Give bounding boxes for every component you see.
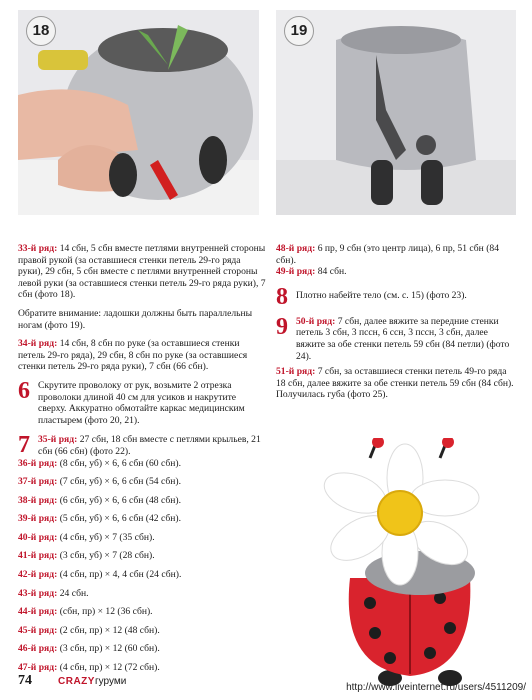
row-label: 44-й ряд: [18, 606, 58, 618]
row-text: (3 сбн, пр) × 12 (60 сбн). [57, 643, 160, 655]
magazine-rest: гуруми [94, 676, 127, 687]
final-line: Получилась губа (фото 25). [276, 389, 388, 401]
page-number: 74 [18, 673, 32, 688]
row-label: 40-й ряд: [18, 531, 58, 543]
row-line [18, 495, 266, 507]
row-text: (7 сбн, уб) × 6, 6 сбн (54 сбн). [57, 476, 181, 488]
row-35-text: 27 сбн, 18 сбн вместе с петлями крыльев, 21 сбн (66 сбн) (фото 22). [38, 434, 261, 457]
row-35-label: 35-й ряд: [38, 434, 78, 446]
row-line [18, 513, 266, 525]
row-48-text: 6 пр, 9 сбн (это центр лица), 6 пр, 51 сбн (84 сбн). [276, 243, 500, 266]
rows-list [18, 458, 266, 674]
row-33-text: 14 сбн, 5 сбн вместе петлями внутренней стороны правой рукой (за оставшиеся стенки петель 29-го ряда руки), 29 сбн, 5 сбн вместе с петлями внутренней стороны левой руки (за оставшиеся стенки петель 29-го ряда руки), 7 сбн (фото 18). [18, 243, 266, 301]
row-line [18, 662, 266, 674]
row-line [18, 588, 266, 600]
row-text: (4 сбн, пр) × 12 (72 сбн). [57, 662, 160, 674]
ladybug-illustration [300, 438, 516, 688]
photo-19 [276, 10, 516, 215]
row-34-text: 14 сбн, 8 сбн по руке (за оставшиеся стенки петель 29-го ряда), 29 сбн, 8 сбн по руке (за оставшиеся стенки петель 29-го ряда руки), 7 сбн (66 сбн). [18, 338, 248, 373]
magazine-brand: CRAZY [58, 676, 95, 687]
row-line [18, 569, 266, 581]
photo-number-19: 19 [284, 16, 314, 46]
ladybug-photo [300, 438, 516, 688]
row-text: 24 сбн. [57, 587, 89, 599]
paragraph-row-48-49 [276, 243, 516, 278]
step-6 [18, 377, 266, 426]
row-text: (4 сбн, уб) × 7 (35 сбн). [57, 531, 155, 543]
row-text: (3 сбн, уб) × 7 (28 сбн). [57, 550, 155, 562]
row-label: 47-й ряд: [18, 662, 58, 674]
row-line [18, 625, 266, 637]
row-35 [38, 434, 266, 457]
step-8-text: Плотно набейте тело (см. с. 15) (фото 23). [296, 289, 467, 301]
photo-18-illustration [18, 10, 259, 215]
step-8 [276, 283, 516, 310]
row-text: (2 сбн, пр) × 12 (48 сбн). [57, 624, 160, 636]
row-label: 39-й ряд: [18, 513, 58, 525]
row-49-text: 84 сбн. [315, 266, 347, 278]
magazine-name [58, 676, 126, 687]
paragraph-row-34 [18, 338, 266, 373]
photo-19-illustration [276, 10, 516, 215]
step-6-text: Скрутите проволоку от рук, возьмите 2 отрезка проволоки длиной 40 см для усиков и накрутите сверху. Аккуратно обмотайте каркас медицинским пластырем (фото 20, 21). [38, 379, 245, 426]
row-text: (6 сбн, уб) × 6, 6 сбн (48 сбн). [57, 494, 181, 506]
step-7-number: 7 [18, 432, 30, 459]
row-label: 41-й ряд: [18, 550, 58, 562]
row-49-label: 49-й ряд: [276, 266, 316, 278]
row-50-label: 50-й ряд: [296, 315, 336, 327]
row-51-text: 7 сбн, за оставшиеся стенки петель 49-го ряда 18 сбн, далее вяжите за обе стенки петель 59 сбн (84 сбн). [276, 366, 514, 389]
row-50 [296, 316, 516, 362]
step-9-number: 9 [276, 313, 288, 340]
row-label: 36-й ряд: [18, 457, 58, 469]
step-6-number: 6 [18, 377, 30, 404]
photo-number-18: 18 [26, 16, 56, 46]
row-text: (сбн, пр) × 12 (36 сбн). [57, 606, 153, 618]
photo-18 [18, 10, 259, 215]
row-line [18, 643, 266, 655]
row-33-label: 33-й ряд: [18, 243, 58, 254]
row-label: 42-й ряд: [18, 569, 58, 581]
step-7 [18, 434, 266, 457]
paragraph-row-51 [276, 366, 516, 401]
right-column [276, 243, 516, 408]
row-label: 37-й ряд: [18, 476, 58, 488]
row-line [18, 606, 266, 618]
paragraph-row-33 [18, 243, 266, 301]
row-text: (8 сбн, уб) × 6, 6 сбн (60 сбн). [57, 457, 181, 469]
step-9 [276, 313, 516, 362]
row-48-label: 48-й ряд: [276, 243, 316, 254]
left-column [18, 243, 266, 681]
row-label: 45-й ряд: [18, 624, 58, 636]
row-line [18, 550, 266, 562]
row-label: 38-й ряд: [18, 494, 58, 506]
row-line [18, 532, 266, 544]
row-50-text: 7 сбн, далее вяжите за передние стенки петель 3 сбн, 3 пссн, 6 ссн, 3 пссн, 3 сбн, далее вяжите за обе стенки петель 59 сбн (84 петли) (фото 24). [296, 315, 510, 362]
row-text: (4 сбн, пр) × 4, 4 сбн (24 сбн). [57, 569, 182, 581]
row-34-label: 34-й ряд: [18, 338, 58, 350]
row-line [18, 476, 266, 488]
row-label: 43-й ряд: [18, 587, 58, 599]
row-line [18, 458, 266, 470]
step-8-number: 8 [276, 283, 288, 310]
row-label: 46-й ряд: [18, 643, 58, 655]
note-paragraph: Обратите внимание: ладошки должны быть параллельны ногам (фото 19). [18, 307, 253, 331]
row-51-label: 51-й ряд: [276, 366, 316, 378]
row-text: (5 сбн, уб) × 6, 6 сбн (42 сбн). [57, 513, 181, 525]
source-url-link[interactable]: http://www.liveinternet.ru/users/4511209/ [346, 682, 526, 693]
